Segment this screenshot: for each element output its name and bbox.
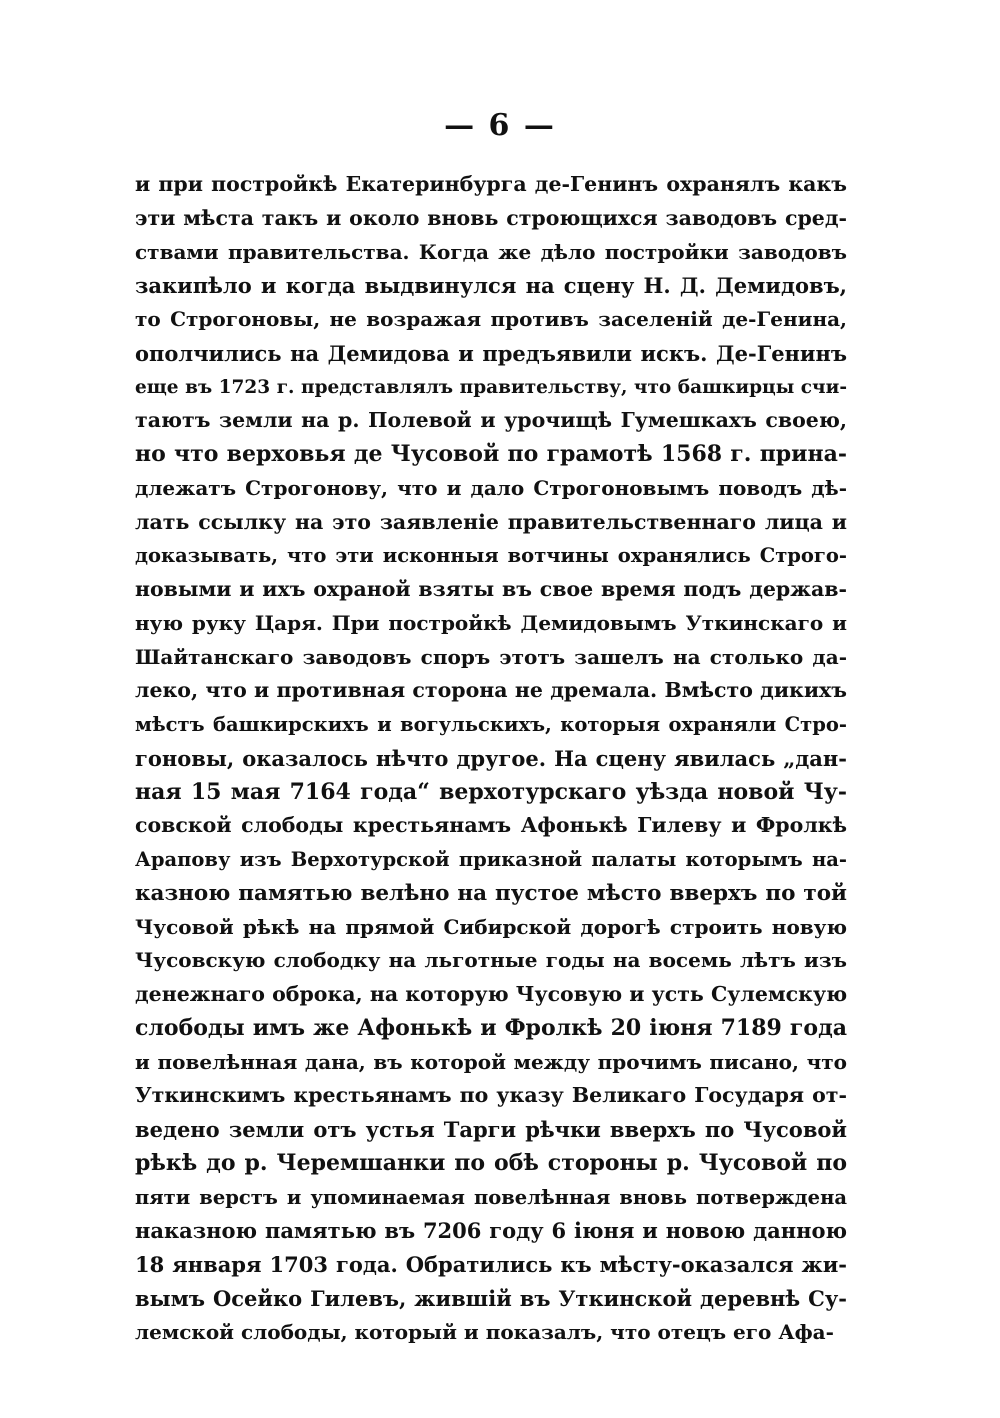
text-line: Арапову изъ Верхотурской приказной палаты которымъ на- [135, 848, 847, 871]
text-line: лемской слободы, который и показалъ, что отецъ его Афа- [135, 1319, 834, 1344]
text-line: новыми и ихъ охраной взяты въ свое время подъ держав- [135, 577, 847, 601]
text-line: но что верховья де Чусовой по грамотѣ 1568 г. прина- [135, 441, 847, 467]
text-line: гоновы, оказалось нѣчто другое. На сцену явилась „дан- [135, 745, 847, 771]
text-line: ополчились на Демидова и предъявили искъ. Де-Генинъ [135, 340, 847, 366]
text-line: совской слободы крестьянамъ Афонькѣ Гилеву и Фролкѣ [135, 813, 847, 838]
text-line: 18 января 1703 года. Обратились къ мѣсту-оказался жи- [135, 1252, 847, 1277]
text-line: ную руку Царя. При постройкѣ Демидовымъ Уткинскаго и [135, 610, 847, 635]
text-line: Шайтанскаго заводовъ споръ этотъ зашелъ на столько да- [135, 644, 847, 669]
text-line: и повелѣнная дана, въ которой между прочимъ писано, что [135, 1049, 847, 1074]
text-line: мѣстъ башкирскихъ и вогульскихъ, которыя охраняли Стро- [135, 713, 847, 736]
text-line: длежатъ Строгонову, что и дало Строгоновымъ поводъ дѣ- [135, 475, 847, 500]
text-line: денежнаго оброка, на которую Чусовую и усть Сулемскую [135, 982, 847, 1006]
text-line: казною памятью велѣно на пустое мѣсто вверхъ по той [135, 880, 847, 906]
text-line: ствами правительства. Когда же дѣло постройки заводовъ [135, 239, 847, 264]
text-line: слободы имъ же Афонькѣ и Фролкѣ 20 іюня 7189 года [135, 1014, 847, 1041]
text-line: таютъ земли на р. Полевой и урочищѣ Гумешкахъ своею, [135, 408, 847, 433]
text-line: Чусовой рѣкѣ на прямой Сибирской дорогѣ строить новую [135, 914, 847, 939]
text-line: то Строгоновы, не возражая противъ заселеній де-Генина, [135, 307, 847, 331]
text-line: и при постройкѣ Екатеринбурга де-Генинъ охранялъ какъ [135, 172, 847, 196]
text-line: ведено земли отъ устья Тарги рѣчки вверхъ по Чусовой [135, 1117, 847, 1142]
text-line: рѣкѣ до р. Черемшанки по обѣ стороны р. Чусовой по [135, 1149, 847, 1176]
text-line: Уткинскимъ крестьянамъ по указу Великаго Государя от- [135, 1083, 847, 1108]
text-line: вымъ Осейко Гилевъ, жившій въ Уткинской деревнѣ Су- [135, 1285, 847, 1311]
text-line: наказною памятью въ 7206 году 6 іюня и новою данною [135, 1218, 847, 1244]
page-number: — 6 — [444, 108, 556, 143]
text-line: леко, что и противная сторона не дремала. Вмѣсто дикихъ [135, 678, 847, 703]
text-line: доказывать, что эти исконныя вотчины охранялись Строго- [135, 544, 847, 568]
text-line: эти мѣста такъ и около вновь строющихся заводовъ сред- [135, 205, 847, 230]
text-line: еще въ 1723 г. представлялъ правительству, что башкирцы счи- [135, 376, 847, 398]
text-line: ная 15 мая 7164 года“ верхотурскаго уѣзда новой Чу- [135, 778, 847, 805]
text-line: лать ссылку на это заявленіе правительственнаго лица и [135, 509, 847, 534]
text-line: пяти верстъ и упоминаемая повелѣнная вновь потверждена [135, 1185, 847, 1209]
text-line: закипѣло и когда выдвинулся на сцену Н. Д. Демидовъ, [135, 273, 847, 299]
body-text [135, 168, 847, 1349]
text-line: Чусовскую слободку на льготные годы на восемь лѣтъ изъ [135, 948, 847, 973]
